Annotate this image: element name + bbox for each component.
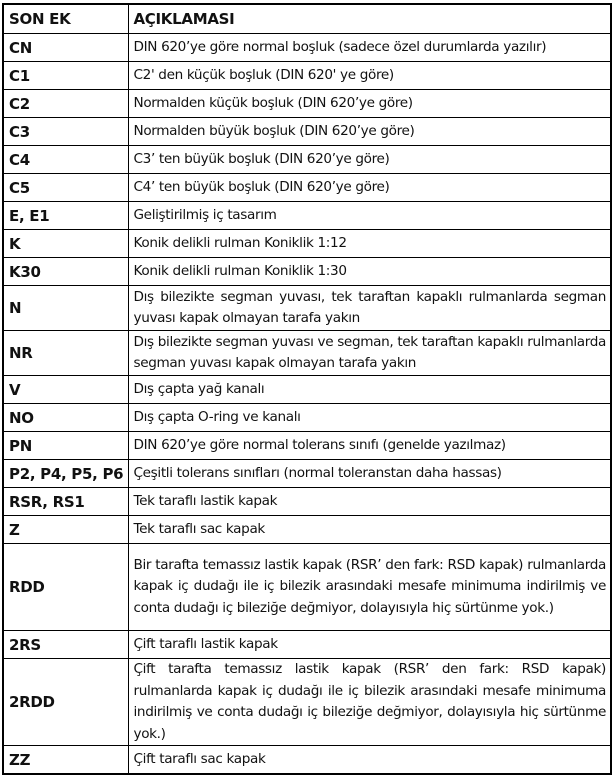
- suffix-description: Normalden büyük boşluk (DIN 620’ye göre): [128, 118, 611, 146]
- header-son-ek: SON EK: [3, 4, 128, 34]
- table-row: [3, 230, 611, 258]
- suffix-description: Dış çapta O-ring ve kanalı: [128, 404, 611, 432]
- suffix-description: Dış bilezikte segman yuvası, tek taraftan kapaklı rulmanlarda segman yuvası kapak olmayan tarafa yakın: [128, 286, 611, 331]
- suffix-code: E, E1: [3, 202, 128, 230]
- table-row: [3, 62, 611, 90]
- suffix-code: C2: [3, 90, 128, 118]
- suffix-code: 2RDD: [3, 659, 128, 746]
- table-row: [3, 631, 611, 659]
- table-row: [3, 488, 611, 516]
- table-row: [3, 146, 611, 174]
- suffix-description: Geliştirilmiş iç tasarım: [128, 202, 611, 230]
- table-row: [3, 202, 611, 230]
- table-row: [3, 746, 611, 775]
- suffix-code: C1: [3, 62, 128, 90]
- suffix-description: Dış çapta yağ kanalı: [128, 376, 611, 404]
- header-aciklamasi: AÇIKLAMASI: [128, 4, 611, 34]
- table-row: [3, 516, 611, 544]
- suffix-description: Dış bilezikte segman yuvası ve segman, tek taraftan kapaklı rulmanlarda segman yuvası kapak olmayan tarafa yakın: [128, 331, 611, 376]
- suffix-code: NO: [3, 404, 128, 432]
- suffix-description: Bir tarafta temassız lastik kapak (RSR’ den fark: RSD kapak) rulmanlarda kapak iç dudağı ile iç bilezik arasındaki mesafe minimuma indirilmiş ve conta dudağı iç bileziğe değmiyor, dolayısıyla hiç sürtünme yok.): [128, 544, 611, 631]
- suffix-description: Tek taraflı lastik kapak: [128, 488, 611, 516]
- suffix-code: K30: [3, 258, 128, 286]
- suffix-code: RSR, RS1: [3, 488, 128, 516]
- suffix-code: NR: [3, 331, 128, 376]
- table-row: [3, 90, 611, 118]
- suffix-code: CN: [3, 34, 128, 62]
- suffix-description: Konik delikli rulman Koniklik 1:30: [128, 258, 611, 286]
- table-row: [3, 460, 611, 488]
- suffix-code: ZZ: [3, 746, 128, 775]
- table-row: [3, 331, 611, 376]
- suffix-description: Normalden küçük boşluk (DIN 620’ye göre): [128, 90, 611, 118]
- suffix-code: Z: [3, 516, 128, 544]
- table-row: [3, 432, 611, 460]
- table-row: [3, 659, 611, 746]
- suffix-description: C3’ ten büyük boşluk (DIN 620’ye göre): [128, 146, 611, 174]
- suffix-code: C4: [3, 146, 128, 174]
- table-row: [3, 286, 611, 331]
- bearing-suffix-table: [2, 3, 612, 775]
- table-row: [3, 258, 611, 286]
- suffix-code: C3: [3, 118, 128, 146]
- suffix-code: P2, P4, P5, P6: [3, 460, 128, 488]
- table-row: [3, 404, 611, 432]
- suffix-description: Çift taraflı sac kapak: [128, 746, 611, 775]
- suffix-code: C5: [3, 174, 128, 202]
- suffix-description: Çeşitli tolerans sınıfları (normal toleranstan daha hassas): [128, 460, 611, 488]
- suffix-description: DIN 620’ye göre normal tolerans sınıfı (genelde yazılmaz): [128, 432, 611, 460]
- suffix-code: PN: [3, 432, 128, 460]
- table-row: [3, 544, 611, 631]
- suffix-description: Çift taraflı lastik kapak: [128, 631, 611, 659]
- suffix-description: C4’ ten büyük boşluk (DIN 620’ye göre): [128, 174, 611, 202]
- table-header-row: [3, 4, 611, 34]
- table-row: [3, 34, 611, 62]
- suffix-description: DIN 620’ye göre normal boşluk (sadece özel durumlarda yazılır): [128, 34, 611, 62]
- table-row: [3, 174, 611, 202]
- table-body: [3, 34, 611, 775]
- suffix-code: RDD: [3, 544, 128, 631]
- suffix-code: N: [3, 286, 128, 331]
- suffix-description: C2' den küçük boşluk (DIN 620' ye göre): [128, 62, 611, 90]
- table-row: [3, 118, 611, 146]
- suffix-code: K: [3, 230, 128, 258]
- suffix-description: Konik delikli rulman Koniklik 1:12: [128, 230, 611, 258]
- suffix-description: Çift tarafta temassız lastik kapak (RSR’ den fark: RSD kapak) rulmanlarda kapak iç dudağı ile iç bilezik arasındaki mesafe minimuma indirilmiş ve conta dudağı iç bileziğe değmiyor, dolayısıyla hiç sürtünme yok.): [128, 659, 611, 746]
- suffix-code: 2RS: [3, 631, 128, 659]
- table-row: [3, 376, 611, 404]
- suffix-description: Tek taraflı sac kapak: [128, 516, 611, 544]
- suffix-code: V: [3, 376, 128, 404]
